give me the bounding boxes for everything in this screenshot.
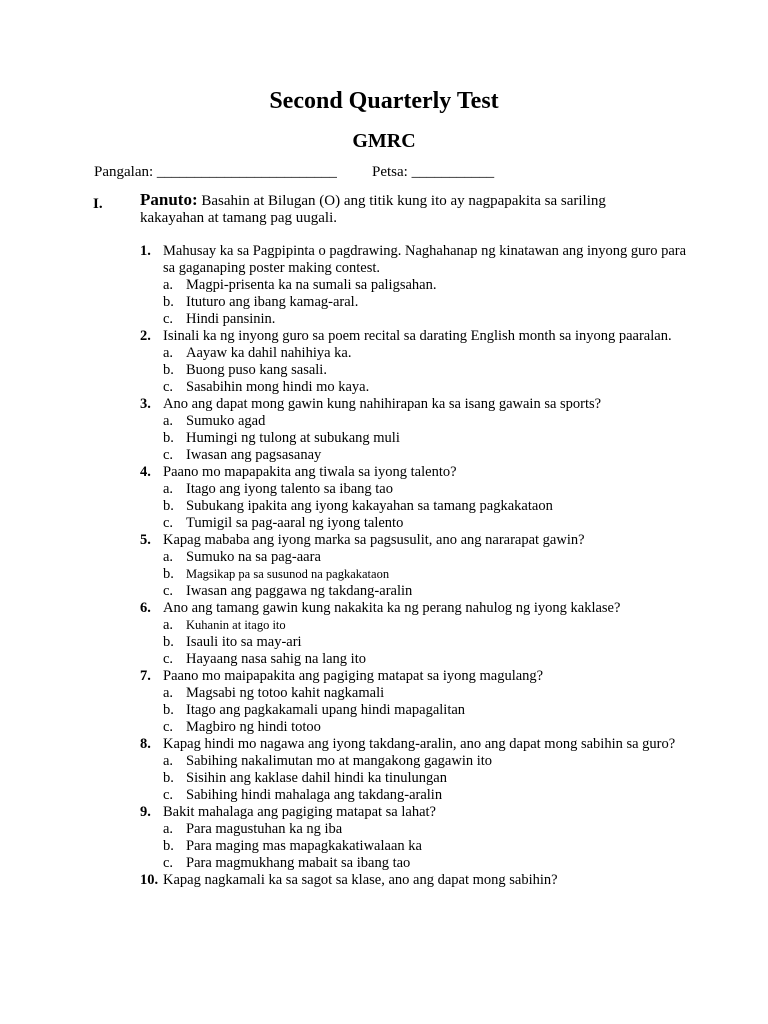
question-text: Kapag nagkamali ka sa sagot sa klase, ano ang dapat mong sabihin? (163, 872, 558, 888)
choice-item (140, 362, 700, 379)
choice-letter: b. (163, 770, 174, 786)
choice-text: Buong puso kang sasali. (186, 362, 327, 378)
choice-letter: a. (163, 617, 174, 633)
choice-letter: c. (163, 447, 174, 463)
question-item (140, 872, 700, 889)
choice-text: Itago ang pagkakamali upang hindi mapagalitan (186, 702, 466, 718)
choice-item (140, 787, 700, 804)
choice-item (140, 566, 700, 583)
question-item (140, 532, 700, 600)
choice-letter: a. (163, 821, 174, 837)
choice-text: Aayaw ka dahil nahihiya ka. (186, 345, 352, 361)
choice-text: Hindi pansinin. (186, 311, 276, 327)
choice-text: Sabihing nakalimutan mo at mangakong gagawin ito (186, 753, 493, 769)
choice-item (140, 379, 700, 396)
choice-letter: a. (163, 413, 174, 429)
choice-item (140, 753, 700, 770)
instructions (140, 191, 660, 227)
choice-item (140, 481, 700, 498)
question-number: 1. (140, 243, 151, 259)
choice-text: Magsabi ng totoo kahit nagkamali (186, 685, 385, 701)
choice-letter: a. (163, 345, 174, 361)
choice-item (140, 702, 700, 719)
choice-item (140, 821, 700, 838)
choice-text: Sasabihin mong hindi mo kaya. (186, 379, 370, 395)
choice-text: Subukang ipakita ang iyong kakayahan sa tamang pagkakataon (186, 498, 553, 514)
question-item (140, 396, 700, 464)
subject-title: GMRC (352, 130, 416, 152)
question-number: 10. (140, 872, 159, 888)
choice-item (140, 583, 700, 600)
name-field: Pangalan: ________________________ (94, 164, 337, 180)
question-item (140, 804, 700, 872)
question-item (140, 328, 700, 396)
question-text: Bakit mahalaga ang pagiging matapat sa lahat? (163, 804, 436, 820)
choice-letter: c. (163, 651, 174, 667)
question-number: 2. (140, 328, 151, 344)
question-number: 5. (140, 532, 151, 548)
choice-text: Para maging mas mapagkakatiwalaan ka (186, 838, 422, 854)
choice-text: Itago ang iyong talento sa ibang tao (186, 481, 393, 497)
choice-text: Tumigil sa pag-aaral ng iyong talento (186, 515, 404, 531)
date-field: Petsa: ___________ (372, 164, 495, 180)
choice-letter: c. (163, 855, 174, 871)
choice-text: Kuhanin at itago ito (186, 618, 286, 632)
choice-letter: a. (163, 481, 174, 497)
choice-letter: b. (163, 702, 174, 718)
question-text: Isinali ka ng inyong guro sa poem recital sa darating English month sa inyong paaralan. (163, 328, 672, 344)
choice-item (140, 634, 700, 651)
choice-letter: a. (163, 277, 174, 293)
question-number: 9. (140, 804, 151, 820)
choice-letter: b. (163, 430, 174, 446)
choice-letter: b. (163, 838, 174, 854)
question-item (140, 243, 700, 328)
question-list (140, 243, 700, 889)
section-number: I. (93, 196, 103, 212)
choice-text: Para magustuhan ka ng iba (186, 821, 343, 837)
choice-letter: b. (163, 566, 174, 582)
choice-item (140, 413, 700, 430)
question-text: Mahusay ka sa Pagpipinta o pagdrawing. Naghahanap ng kinatawan ang inyong guro para sa gaganaping poster making contest. (163, 243, 687, 276)
question-number: 6. (140, 600, 151, 616)
choice-item (140, 277, 700, 294)
choice-letter: c. (163, 719, 174, 735)
choice-text: Isauli ito sa may-ari (186, 634, 302, 650)
page-title: Second Quarterly Test (269, 88, 499, 114)
choice-item (140, 549, 700, 566)
choice-letter: a. (163, 549, 174, 565)
question-item (140, 736, 700, 804)
choice-text: Iwasan ang paggawa ng takdang-aralin (186, 583, 413, 599)
choice-letter: b. (163, 498, 174, 514)
choice-text: Magpi-prisenta ka na sumali sa paligsahan. (186, 277, 437, 293)
choice-item (140, 498, 700, 515)
header-fields (94, 162, 495, 182)
question-number: 7. (140, 668, 151, 684)
choice-item (140, 515, 700, 532)
choice-item (140, 345, 700, 362)
question-text: Ano ang dapat mong gawin kung nahihirapan ka sa isang gawain sa sports? (163, 396, 602, 412)
choice-text: Magsikap pa sa susunod na pagkakataon (186, 567, 390, 581)
choice-text: Ituturo ang ibang kamag-aral. (186, 294, 359, 310)
choice-text: Magbiro ng hindi totoo (186, 719, 321, 735)
choice-letter: b. (163, 634, 174, 650)
choice-letter: a. (163, 753, 174, 769)
choice-item (140, 685, 700, 702)
question-text: Ano ang tamang gawin kung nakakita ka ng perang nahulog ng iyong kaklase? (163, 600, 621, 616)
choice-text: Sabihing hindi mahalaga ang takdang-aralin (186, 787, 443, 803)
question-number: 8. (140, 736, 151, 752)
choice-letter: c. (163, 311, 174, 327)
choice-item (140, 617, 700, 634)
choice-item (140, 838, 700, 855)
choice-item (140, 855, 700, 872)
question-text: Kapag hindi mo nagawa ang iyong takdang-aralin, ano ang dapat mong sabihin sa guro? (163, 736, 676, 752)
choice-item (140, 294, 700, 311)
choice-text: Humingi ng tulong at subukang muli (186, 430, 400, 446)
instructions-lead: Panuto: (140, 190, 198, 209)
choice-text: Hayaang nasa sahig na lang ito (186, 651, 366, 667)
choice-item (140, 651, 700, 668)
choice-item (140, 430, 700, 447)
choice-letter: b. (163, 362, 174, 378)
question-text: Paano mo maipapakita ang pagiging matapat sa iyong magulang? (163, 668, 544, 684)
choice-letter: c. (163, 787, 174, 803)
choice-item (140, 719, 700, 736)
instructions-text: Basahin at Bilugan (O) ang titik kung ito ay nagpapakita sa sariling kakayahan at tamang pag uugali. (140, 193, 606, 226)
choice-text: Sumuko na sa pag-aara (186, 549, 321, 565)
question-text: Kapag mababa ang iyong marka sa pagsusulit, ano ang nararapat gawin? (163, 532, 585, 548)
choice-letter: c. (163, 583, 174, 599)
choice-letter: c. (163, 515, 174, 531)
choice-text: Sumuko agad (186, 413, 266, 429)
question-item (140, 464, 700, 532)
choice-item (140, 311, 700, 328)
choice-letter: a. (163, 685, 174, 701)
question-number: 3. (140, 396, 151, 412)
question-item (140, 600, 700, 668)
question-number: 4. (140, 464, 151, 480)
choice-letter: b. (163, 294, 174, 310)
choice-text: Sisihin ang kaklase dahil hindi ka tinulungan (186, 770, 447, 786)
choice-text: Iwasan ang pagsasanay (186, 447, 322, 463)
choice-letter: c. (163, 379, 174, 395)
question-text: Paano mo mapapakita ang tiwala sa iyong talento? (163, 464, 457, 480)
choice-text: Para magmukhang mabait sa ibang tao (186, 855, 411, 871)
question-item (140, 668, 700, 736)
choice-item (140, 447, 700, 464)
choice-item (140, 770, 700, 787)
